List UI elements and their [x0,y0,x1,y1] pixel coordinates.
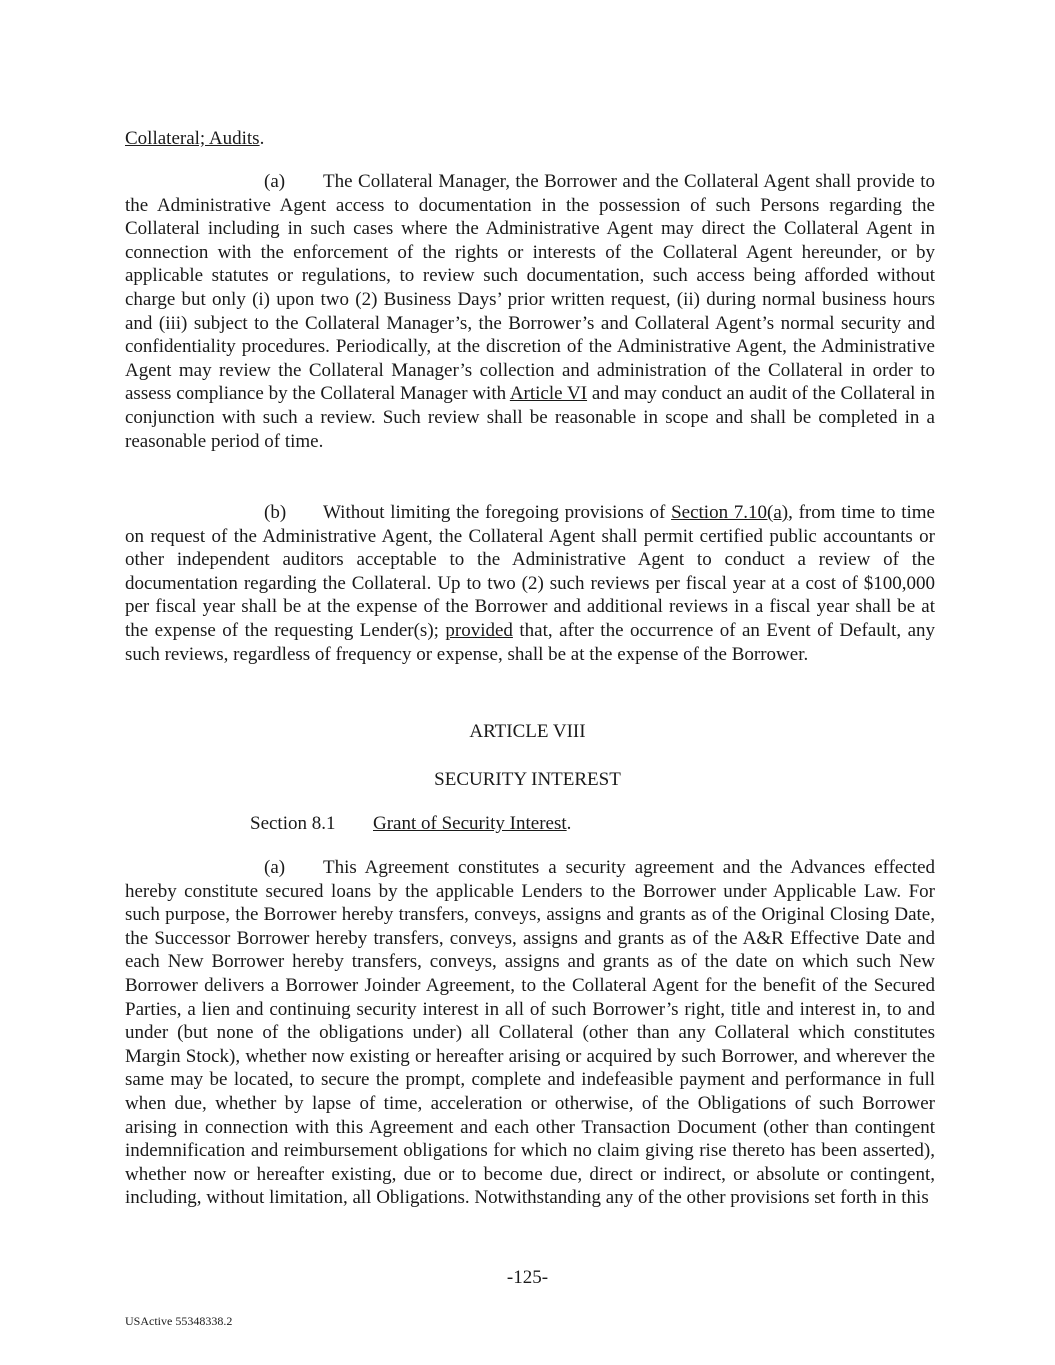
article-number: ARTICLE VIII [469,721,586,742]
paragraph-8-1-a [125,856,935,1210]
paragraph-text: and may conduct an audit of the Collateral in conjunction with such a review. Such review shall be reasonable in scope and shall be completed in a reasonable period of time. [125,383,935,452]
heading-period: . [259,128,265,149]
paragraph-a-access [125,170,935,453]
paragraph-text: The Collateral Manager, the Borrower and the Collateral Agent shall provide to the Administrative Agent access to documentation in the possession of such Persons regarding the Collateral including in such cases where the Administrative Agent may direct the Collateral Agent in connection with the enforcement of the rights or interests of the Collateral Agent hereunder, or by applicable statutes or regulations, to review such documentation, such access being afforded without charge but only (i) upon two (2) Business Days’ prior written request, (ii) during normal business hours and (iii) subject to the Collateral Manager’s, the Borrower’s and Collateral Agent’s normal security and confidentiality procedures. Periodically, at the discretion of the Administrative Agent, the Administrative Agent may review the Collateral Manager’s collection and administration of the Collateral in order to assess compliance by the Collateral Manager with [125,171,935,405]
paragraph-text: that, after the occurrence of an Event of Default, any such reviews, regardless of frequency or expense, shall be at the expense of the Borrower. [125,619,936,665]
paragraph-text: Without limiting the foregoing provisions of [323,502,672,523]
section-title-period: . [566,813,572,834]
article-title: SECURITY INTEREST [434,769,621,790]
article-vi-reference: Article VI [509,383,588,405]
page-number: -125- [506,1267,549,1288]
section-7-10a-reference: Section 7.10(a) [671,502,789,523]
paragraph-b-audits [125,501,935,666]
section-title: Grant of Security Interest [373,813,567,834]
section-heading [125,127,264,151]
provided-term: provided [445,619,513,641]
paragraph-label: (a) [264,171,286,192]
paragraph-label: (b) [264,502,287,523]
document-id: USActive 55348338.2 [125,1314,233,1328]
heading-title: Collateral; Audits [125,128,260,149]
paragraph-text: This Agreement constitutes a security agreement and the Advances effected hereby constitute secured loans by the applicable Lenders to the Borrower under Applicable Law. For such purpose, the Borrower hereby transfers, conveys, assigns and grants as of the Original Closing Date, the Successor Borrower hereby transfers, conveys, assigns and grants as of the A&R Effective Date and each New Borrower hereby transfers, conveys, assigns and grants as of the date on which such New Borrower delivers a Borrower Joinder Agreement, to the Collateral Agent for the benefit of the Secured Parties, a lien and continuing security interest in all of such Borrower’s right, title and interest in, to and under (but none of the obligations under) all Collateral (other than any Collateral which constitutes Margin Stock), whether now existing or hereafter arising or acquired by such Borrower, and wherever the same may be located, to secure the prompt, complete and indefeasible payment and performance in full when due, whether by lapse of time, acceleration or otherwise, of the Obligations of such Borrower arising in connection with this Agreement and each other Transaction Document (other than contingent indemnification and reimbursement obligations for which no claim giving rise thereto has been asserted), whether now or hereafter existing, due or to become due, direct or indirect, or absolute or contingent, including, without limitation, all Obligations. Notwithstanding any of the other provisions set forth in this [125,857,935,1209]
paragraph-text: , from time to time on request of the Administrative Agent, the Collateral Agent shall permit certified public accountants or other independent auditors acceptable to the Administrative Agent to conduct a review of the documentation regarding the Collateral. Up to two (2) such reviews per fiscal year at a cost of $100,000 per fiscal year shall be at the expense of the Borrower and additional reviews in a fiscal year shall be at the expense of the requesting Lender(s); [125,502,935,641]
section-8-1-heading [250,812,571,836]
section-number: Section 8.1 [250,813,336,834]
paragraph-label: (a) [264,857,286,878]
